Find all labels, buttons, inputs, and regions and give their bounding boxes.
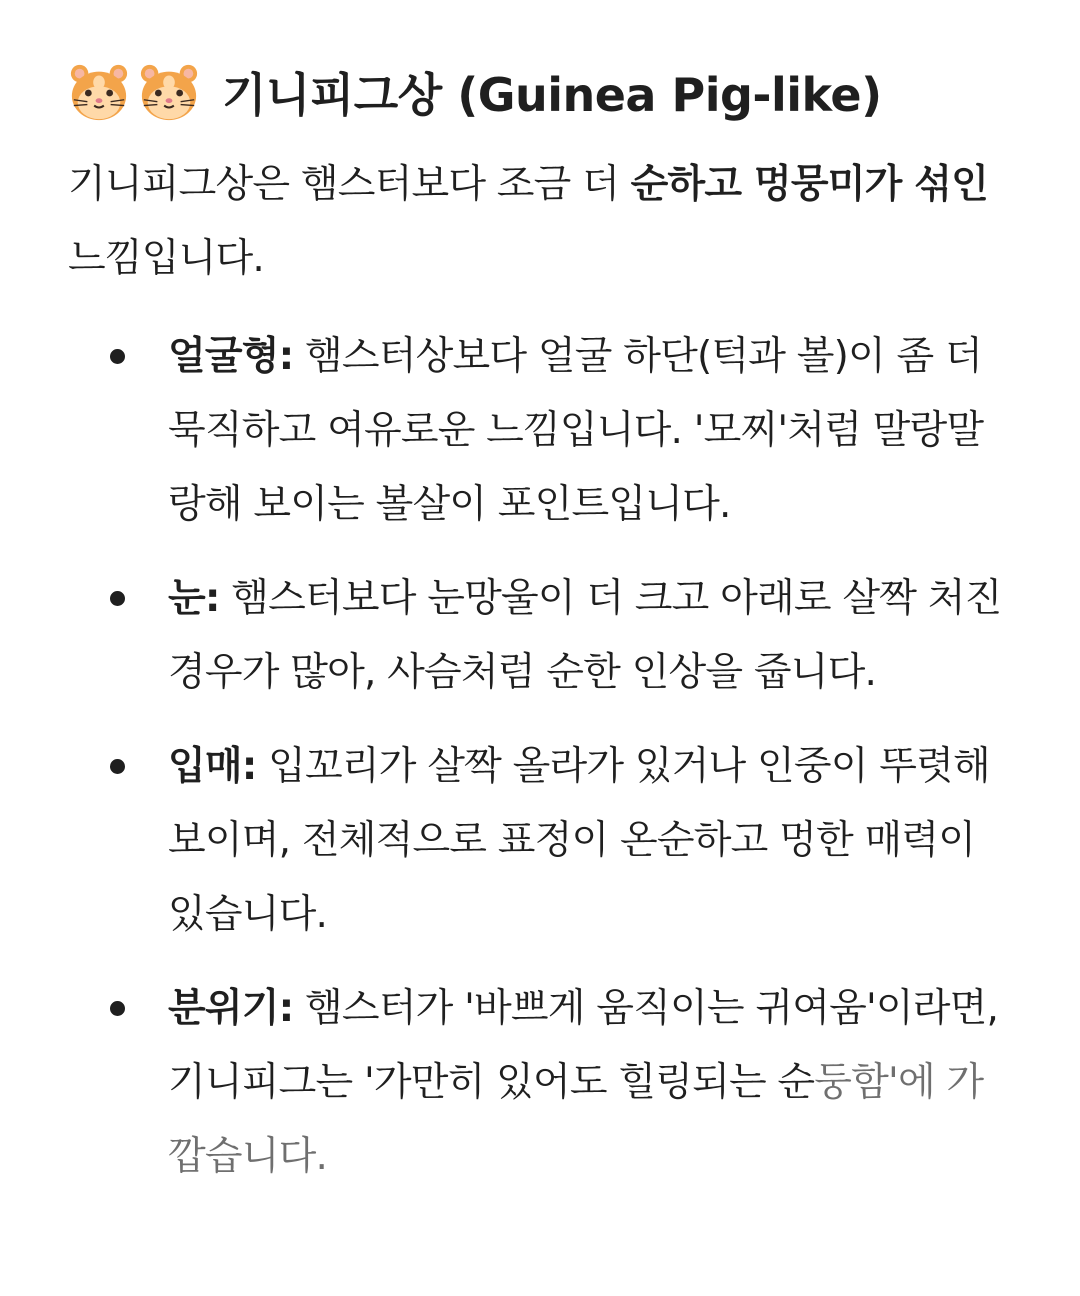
feature-label: 눈:	[168, 576, 220, 621]
response-content	[68, 48, 1008, 1214]
section-heading	[68, 48, 1008, 136]
feature-label: 분위기:	[168, 986, 294, 1031]
intro-text: 기니피그상은 햄스터보다 조금 더	[68, 162, 631, 207]
feature-text: 입꼬리가 살짝 올라가 있거나 인중이 뚜렷해 보이며, 전체적으로 표정이 온순하고 멍한 매력이 있습니다.	[168, 744, 990, 937]
feature-text: 햄스터보다 눈망울이 더 크고 아래로 살짝 처진 경우가 많아, 사슴처럼 순한 인상을 줍니다.	[168, 576, 1002, 695]
intro-paragraph	[68, 148, 1008, 296]
list-item-mood	[68, 972, 1008, 1194]
intro-emphasis: 순하고 멍뭉미가 섞인	[630, 162, 989, 207]
feature-label: 얼굴형:	[168, 334, 294, 379]
bullet-dot	[110, 349, 125, 364]
list-item-mouth	[68, 730, 1008, 952]
hamster-face-icon	[138, 61, 200, 123]
feature-text: 햄스터가 '바쁘게 움직이는 귀여움'이라면, 기니피그는 '가만히 있어도 힐링되는 순	[168, 986, 999, 1105]
list-item-eyes	[68, 562, 1008, 710]
feature-list	[68, 320, 1008, 1194]
bullet-dot	[110, 591, 125, 606]
intro-text-end: 느낌입니다.	[68, 236, 264, 281]
feature-label: 입매:	[168, 744, 257, 789]
feature-text-streaming: 둥함'에 가깝습니다.	[168, 1060, 984, 1179]
hamster-face-icon	[68, 61, 130, 123]
heading-title: 기니피그상 (Guinea Pig-like)	[222, 68, 882, 122]
bullet-dot	[110, 1001, 125, 1016]
list-item-face-shape	[68, 320, 1008, 542]
feature-text: 햄스터상보다 얼굴 하단(턱과 볼)이 좀 더 묵직하고 여유로운 느낌입니다. '모찌'처럼 말랑말랑해 보이는 볼살이 포인트입니다.	[168, 334, 984, 527]
bullet-dot	[110, 759, 125, 774]
